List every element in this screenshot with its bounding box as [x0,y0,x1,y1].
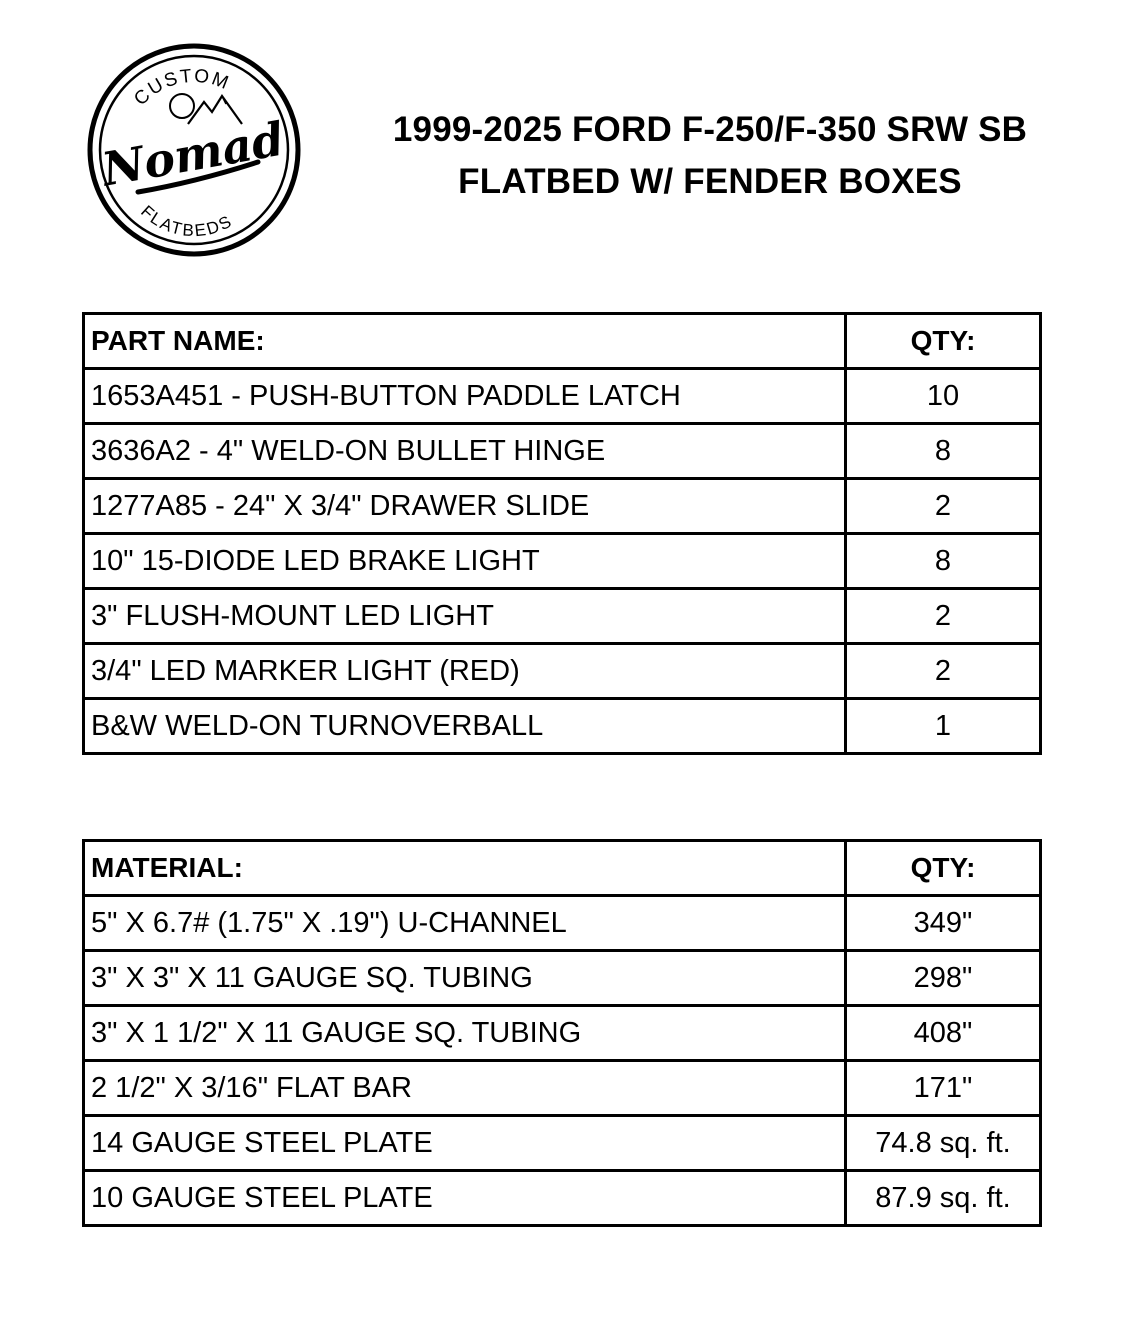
qty-cell: 349" [846,896,1041,951]
header-material: MATERIAL: [84,841,846,896]
table-row [84,896,1041,951]
qty-cell: 8 [846,424,1041,479]
table-row [84,1116,1041,1171]
part-name-cell: B&W WELD-ON TURNOVERBALL [84,699,846,754]
table-header-row [84,314,1041,369]
logo-script-text: Nomad [97,111,288,197]
title-line-1: 1999-2025 FORD F-250/F-350 SRW SB [392,110,1028,149]
part-name-cell: 10" 15-DIODE LED BRAKE LIGHT [84,534,846,589]
part-name-cell: 3" FLUSH-MOUNT LED LIGHT [84,589,846,644]
header-qty: QTY: [846,314,1041,369]
material-cell: 14 GAUGE STEEL PLATE [84,1116,846,1171]
part-name-cell: 3636A2 - 4" WELD-ON BULLET HINGE [84,424,846,479]
qty-cell: 298" [846,951,1041,1006]
table-row [84,369,1041,424]
table-row [84,589,1041,644]
table-row [84,1061,1041,1116]
part-name-cell: 3/4" LED MARKER LIGHT (RED) [84,644,846,699]
qty-cell: 10 [846,369,1041,424]
qty-cell: 171" [846,1061,1041,1116]
table-row [84,424,1041,479]
qty-cell: 8 [846,534,1041,589]
material-cell: 10 GAUGE STEEL PLATE [84,1171,846,1226]
material-cell: 3" X 1 1/2" X 11 GAUGE SQ. TUBING [84,1006,846,1061]
table-row [84,644,1041,699]
materials-table [82,839,1042,1227]
nomad-flatbeds-logo [86,42,302,258]
qty-cell: 1 [846,699,1041,754]
qty-cell: 87.9 sq. ft. [846,1171,1041,1226]
qty-cell: 408" [846,1006,1041,1061]
table-header-row [84,841,1041,896]
logo-top-text: CUSTOM [130,65,233,110]
qty-cell: 74.8 sq. ft. [846,1116,1041,1171]
material-cell: 3" X 3" X 11 GAUGE SQ. TUBING [84,951,846,1006]
part-name-cell: 1653A451 - PUSH-BUTTON PADDLE LATCH [84,369,846,424]
header-part-name: PART NAME: [84,314,846,369]
header-qty: QTY: [846,841,1041,896]
qty-cell: 2 [846,589,1041,644]
qty-cell: 2 [846,644,1041,699]
table-row [84,951,1041,1006]
table-row [84,699,1041,754]
title-line-2: FLATBED W/ FENDER BOXES [458,162,962,201]
material-cell: 5" X 6.7# (1.75" X .19") U-CHANNEL [84,896,846,951]
table-row [84,1006,1041,1061]
table-row [84,534,1041,589]
parts-table [82,312,1042,755]
material-cell: 2 1/2" X 3/16" FLAT BAR [84,1061,846,1116]
table-row [84,1171,1041,1226]
page-title [330,104,1090,208]
part-name-cell: 1277A85 - 24" X 3/4" DRAWER SLIDE [84,479,846,534]
qty-cell: 2 [846,479,1041,534]
logo-bottom-text: FLATBEDS [137,201,237,241]
table-row [84,479,1041,534]
